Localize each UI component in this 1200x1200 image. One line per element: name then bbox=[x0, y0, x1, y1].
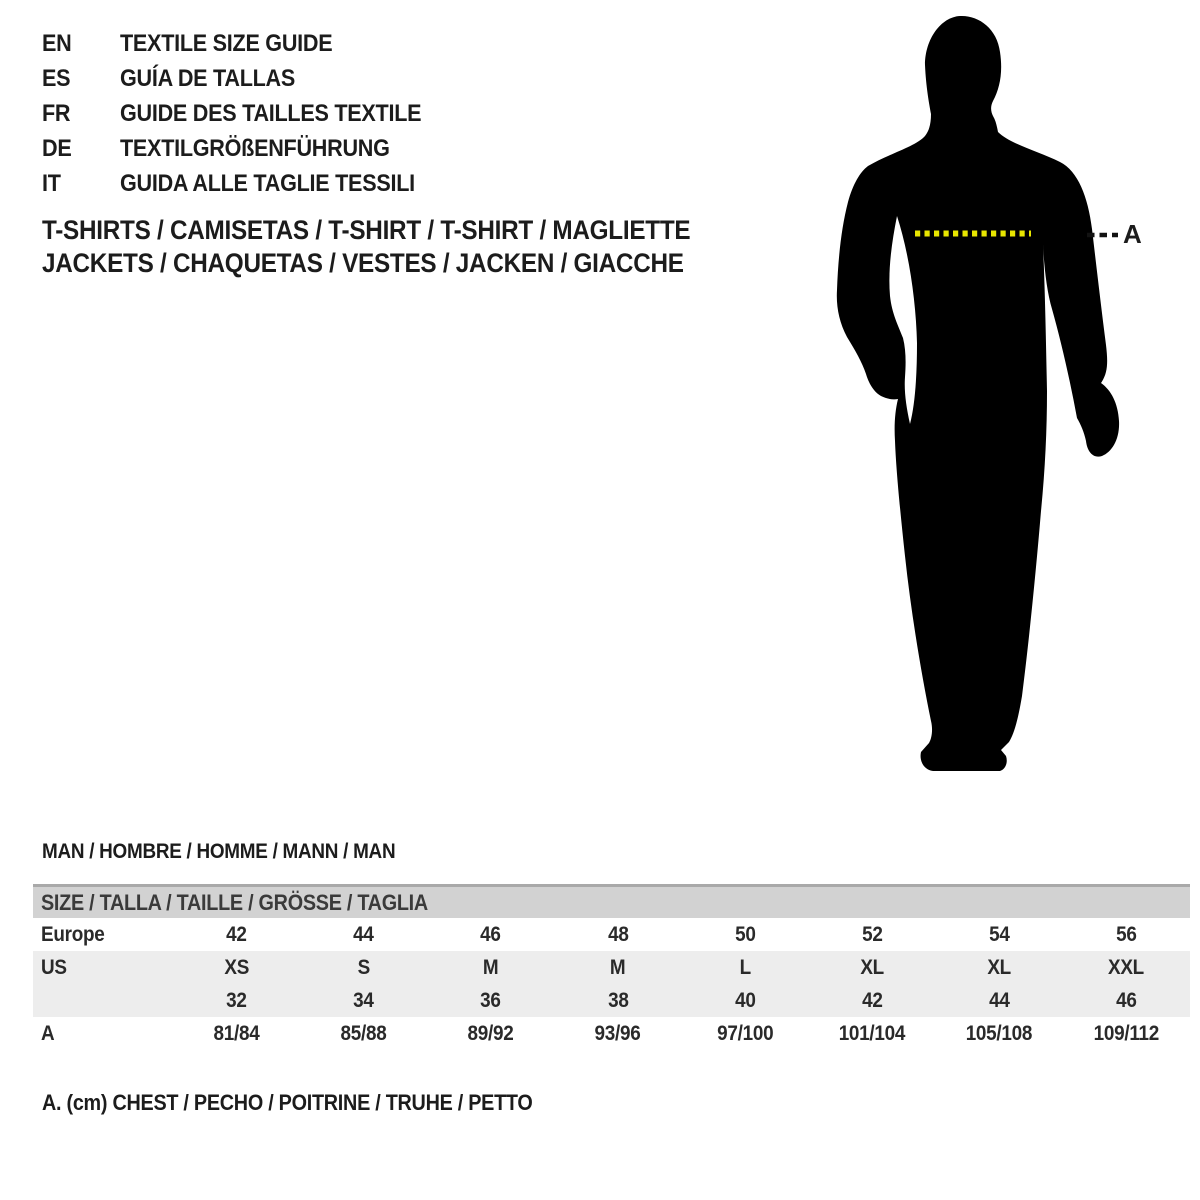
cell-text: M bbox=[483, 955, 499, 979]
cell-text: 42 bbox=[861, 988, 883, 1012]
measurement-label-a: A bbox=[1123, 219, 1142, 249]
size-table-header-text: SIZE / TALLA / TAILLE / GRÖSSE / TAGLIA bbox=[41, 889, 428, 915]
table-cell bbox=[1063, 923, 1190, 947]
table-cell bbox=[1063, 989, 1190, 1013]
category-line-text: T-SHIRTS / CAMISETAS / T-SHIRT / T-SHIRT / MAGLIETTE bbox=[42, 215, 691, 245]
cell-text: M bbox=[610, 955, 626, 979]
cell-text: 52 bbox=[861, 922, 883, 946]
table-cell bbox=[936, 923, 1063, 947]
table-cell bbox=[427, 923, 554, 947]
table-cell bbox=[173, 956, 300, 980]
cell-text: 101/104 bbox=[838, 1021, 906, 1045]
table-cell bbox=[554, 989, 681, 1013]
lang-code-text: DE bbox=[42, 134, 72, 162]
cell-text: 46 bbox=[480, 922, 502, 946]
row-label-text: Europe bbox=[41, 922, 105, 946]
lang-code-text: IT bbox=[42, 169, 61, 197]
cell-text: L bbox=[739, 955, 751, 979]
table-cell bbox=[809, 1022, 936, 1046]
cell-text: 85/88 bbox=[340, 1021, 387, 1045]
lang-label-text: TEXTILE SIZE GUIDE bbox=[120, 29, 333, 57]
table-cell bbox=[682, 1022, 809, 1046]
cell-text: 93/96 bbox=[594, 1021, 641, 1045]
size-table-header-row bbox=[33, 884, 1190, 918]
category-line-text: JACKETS / CHAQUETAS / VESTES / JACKEN / GIACCHE bbox=[42, 248, 684, 278]
cell-text: XS bbox=[224, 955, 249, 979]
cell-text: 42 bbox=[226, 922, 247, 946]
row-label bbox=[33, 989, 173, 1013]
lang-label-text: GUIDA ALLE TAGLIE TESSILI bbox=[120, 169, 415, 197]
cell-text: 44 bbox=[353, 922, 374, 946]
table-cell bbox=[936, 956, 1063, 980]
table-cell bbox=[427, 1022, 554, 1046]
lang-code-text: ES bbox=[42, 64, 71, 92]
cell-text: 109/112 bbox=[1093, 1021, 1160, 1045]
cell-text: 48 bbox=[607, 922, 629, 946]
cell-text: 56 bbox=[1116, 922, 1137, 946]
table-cell bbox=[300, 1022, 427, 1046]
table-row-numeric bbox=[33, 984, 1190, 1017]
table-row-chest-a bbox=[33, 1017, 1190, 1050]
cell-text: XXL bbox=[1108, 955, 1145, 979]
cell-text: S bbox=[357, 955, 370, 979]
row-label-text: US bbox=[41, 955, 67, 979]
lang-code-text: FR bbox=[42, 99, 71, 127]
table-cell bbox=[300, 956, 427, 980]
table-cell bbox=[1063, 956, 1190, 980]
cell-text: 40 bbox=[734, 988, 756, 1012]
table-cell bbox=[554, 956, 681, 980]
table-cell bbox=[809, 923, 936, 947]
cell-text: 81/84 bbox=[213, 1021, 260, 1045]
section-heading-man bbox=[42, 840, 435, 864]
table-cell bbox=[682, 923, 809, 947]
table-cell bbox=[682, 989, 809, 1013]
cell-text: 36 bbox=[480, 988, 502, 1012]
table-cell bbox=[173, 989, 300, 1013]
cell-text: 105/108 bbox=[966, 1021, 1033, 1045]
cell-text: XL bbox=[860, 955, 884, 979]
table-cell bbox=[936, 1022, 1063, 1046]
table-cell bbox=[300, 923, 427, 947]
measurement-footnote bbox=[42, 1090, 587, 1116]
cell-text: 54 bbox=[989, 922, 1010, 946]
cell-text: 38 bbox=[607, 988, 629, 1012]
cell-text: 46 bbox=[1116, 988, 1137, 1012]
table-cell bbox=[427, 989, 554, 1013]
row-label bbox=[33, 923, 173, 947]
table-cell bbox=[554, 1022, 681, 1046]
lang-label-text: GUÍA DE TALLAS bbox=[120, 64, 296, 92]
table-cell bbox=[173, 1022, 300, 1046]
table-cell bbox=[554, 923, 681, 947]
lang-label-text: TEXTILGRÖßENFÜHRUNG bbox=[120, 134, 390, 162]
table-cell bbox=[936, 989, 1063, 1013]
cell-text: 44 bbox=[989, 988, 1010, 1012]
cell-text: 50 bbox=[734, 922, 756, 946]
row-label-text: A bbox=[41, 1021, 55, 1045]
table-cell bbox=[682, 956, 809, 980]
table-cell bbox=[809, 956, 936, 980]
table-cell bbox=[427, 956, 554, 980]
table-cell bbox=[300, 989, 427, 1013]
lang-code-text: EN bbox=[42, 29, 72, 57]
size-table bbox=[33, 884, 1190, 1050]
table-row-europe bbox=[33, 918, 1190, 951]
table-row-us bbox=[33, 951, 1190, 984]
measurement-footnote-text: A. (cm) CHEST / PECHO / POITRINE / TRUHE / PETTO bbox=[42, 1090, 533, 1115]
row-label bbox=[33, 956, 173, 980]
table-cell bbox=[809, 989, 936, 1013]
row-label bbox=[33, 1022, 173, 1046]
cell-text: 34 bbox=[353, 988, 374, 1012]
silhouette-body-shape bbox=[837, 16, 1119, 771]
table-cell bbox=[173, 923, 300, 947]
lang-label-text: GUIDE DES TAILLES TEXTILE bbox=[120, 99, 422, 127]
section-heading-text: MAN / HOMBRE / HOMME / MANN / MAN bbox=[42, 840, 396, 863]
cell-text: 97/100 bbox=[716, 1021, 774, 1045]
cell-text: 32 bbox=[226, 988, 247, 1012]
cell-text: XL bbox=[987, 955, 1012, 979]
table-cell bbox=[1063, 1022, 1190, 1046]
cell-text: 89/92 bbox=[467, 1021, 514, 1045]
